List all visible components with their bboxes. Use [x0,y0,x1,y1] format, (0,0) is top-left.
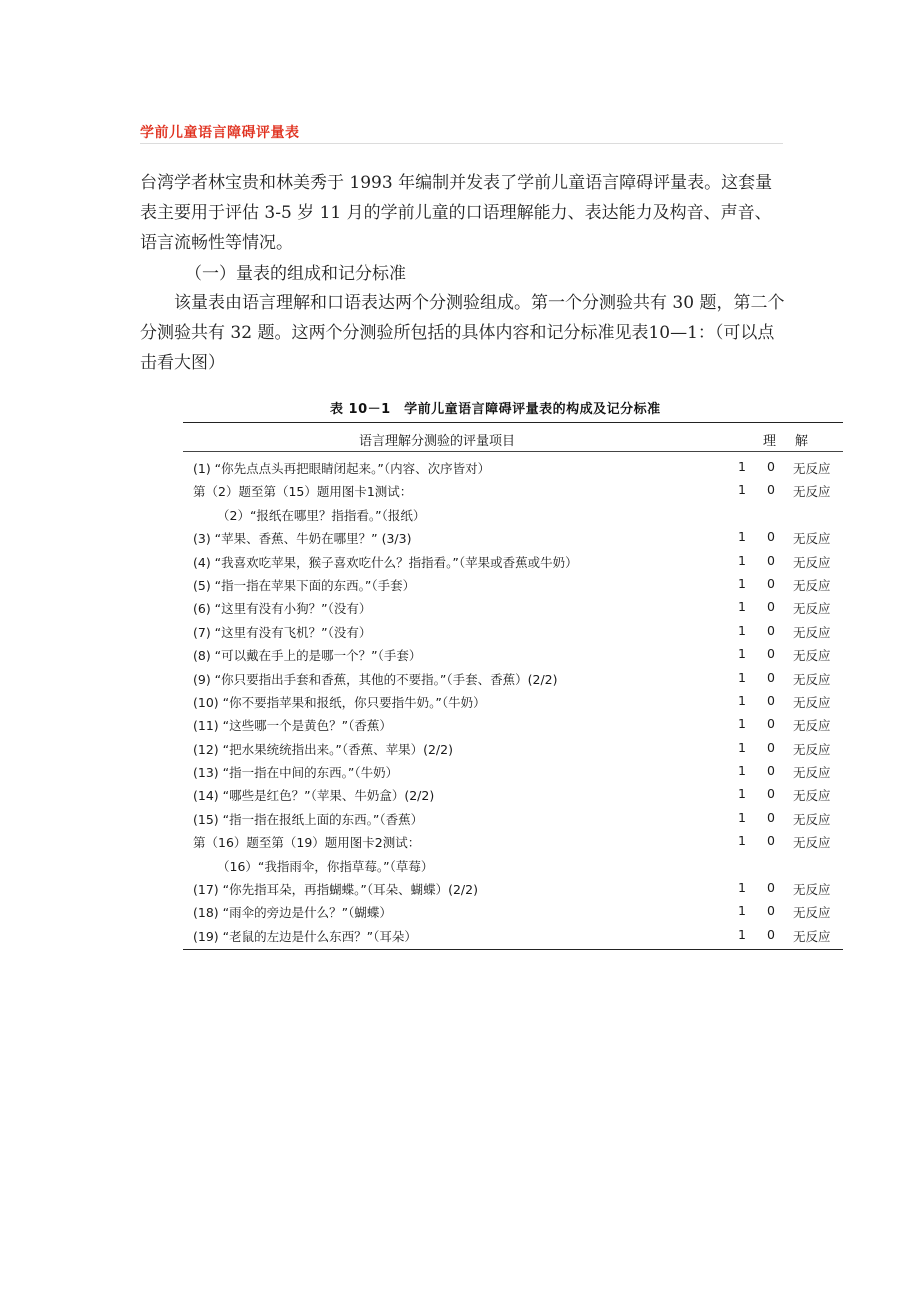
table-row [183,924,843,947]
row-response: 无反应 [793,741,831,757]
row-item: (17) “你先指耳朵，再指蝴蝶。”（耳朵、蝴蝶）(2/2) [193,882,478,898]
row-zero: 0 [767,716,775,732]
row-response: 无反应 [793,882,831,898]
row-item: (10) “你不要指苹果和报纸，你只要指牛奶。”（牛奶） [193,694,486,710]
row-item: (15) “指一指在报纸上面的东西。”（香蕉） [193,811,424,827]
scoring-table-image[interactable] [183,422,843,950]
table-row [183,620,843,643]
row-item: (9) “你只要指出手套和香蕉，其他的不要指。”（手套、香蕉）(2/2) [193,671,558,687]
row-item: (7) “这里有没有飞机？”（没有） [193,624,372,640]
body-paragraph: 该量表由语言理解和口语表达两个分测验组成。第一个分测验共有 30 题，第二个分测验共有 32 题。这两个分测验所包括的具体内容和记分标准见表10—1：（可以点击看大图） [140,293,785,373]
row-zero: 0 [767,599,775,615]
row-response: 无反应 [793,811,831,827]
row-zero: 0 [767,880,775,896]
row-score: 1 [738,692,746,708]
row-item: (12) “把水果统统指出来。”（香蕉、苹果）(2/2) [193,741,453,757]
row-score: 1 [738,833,746,849]
row-zero: 0 [767,552,775,568]
row-response: 无反应 [793,671,831,687]
row-response: 无反应 [793,694,831,710]
title-divider [140,143,783,144]
row-score: 1 [738,880,746,896]
row-item: (1) “你先点点头再把眼睛闭起来。”（内容、次序皆对） [193,461,491,476]
table-row [183,643,843,666]
row-zero: 0 [767,622,775,638]
header-note: 解 [795,434,809,449]
row-zero: 0 [767,786,775,802]
table-row [183,690,843,713]
table-row [183,526,843,549]
row-item: (14) “哪些是红色？”（苹果、牛奶盒）(2/2) [193,788,435,804]
row-response: 无反应 [793,554,831,570]
row-score: 1 [738,575,746,591]
table-row [183,900,843,923]
row-zero: 0 [767,692,775,708]
table-row [183,573,843,596]
table-row [183,807,843,830]
row-score: 1 [738,552,746,568]
table-bottom-rule [183,949,843,950]
intro-paragraph: 台湾学者林宝贵和林美秀于 1993 年编制并发表了学前儿童语言障碍评量表。这套量表主要用于评估 3-5 岁 11 月的学前儿童的口语理解能力、表达能力及构音、声音、语言流畅性等情况。 [140,173,773,253]
table-header [183,423,843,451]
row-zero: 0 [767,529,775,545]
row-response: 无反应 [793,928,831,944]
row-zero: 0 [767,763,775,779]
table-row [183,854,843,877]
row-response: 无反应 [793,718,831,734]
table-row [183,596,843,619]
row-score: 1 [738,716,746,732]
row-item: (3) “苹果、香蕉、牛奶在哪里？” (3/3) [193,531,412,547]
row-score: 1 [738,809,746,825]
row-response: 无反应 [793,577,831,593]
row-response: 无反应 [793,624,831,640]
row-item: (5) “指一指在苹果下面的东西。”（手套） [193,577,416,593]
table-caption[interactable]: 表 10－1 学前儿童语言障碍评量表的构成及记分标准 [330,402,661,417]
row-score: 1 [738,646,746,662]
row-score: 1 [738,926,746,942]
row-score: 1 [738,669,746,685]
row-response: 无反应 [793,835,831,851]
row-score: 1 [738,459,746,474]
row-zero: 0 [767,669,775,685]
row-item: (19) “老鼠的左边是什么东西？”（耳朵） [193,928,417,944]
row-score: 1 [738,622,746,638]
header-score: 理 [763,434,777,449]
row-response: 无反应 [793,484,831,500]
row-item: (11) “这些哪一个是黄色？”（香蕉） [193,718,392,734]
table-row [183,479,843,502]
table-body [183,452,843,947]
header-item: 语言理解分测验的评量项目 [359,434,516,449]
row-score: 1 [738,786,746,802]
row-item: (18) “雨伞的旁边是什么？”（蝴蝶） [193,905,392,921]
row-item: （16）“我指雨伞，你指草莓。”（草莓） [217,858,434,874]
row-zero: 0 [767,809,775,825]
row-response: 无反应 [793,905,831,921]
row-item: （2）“报纸在哪里？指指看。”（报纸） [217,507,426,523]
page-title: 学前儿童语言障碍评量表 [140,125,300,141]
row-item: 第（16）题至第（19）题用图卡2测试： [193,835,421,851]
row-item: (4) “我喜欢吃苹果，猴子喜欢吃什么？指指看。”（苹果或香蕉或牛奶） [193,554,578,570]
row-response: 无反应 [793,461,831,476]
table-row [183,550,843,573]
table-row [183,760,843,783]
row-item: (8) “可以戴在手上的是哪一个？”（手套） [193,648,422,664]
table-row [183,783,843,806]
row-response: 无反应 [793,765,831,781]
table-row [183,830,843,853]
table-row [183,737,843,760]
row-score: 1 [738,529,746,545]
row-score: 1 [738,739,746,755]
row-item: (13) “指一指在中间的东西。”（牛奶） [193,765,399,781]
row-zero: 0 [767,575,775,591]
section-heading: （一）量表的组成和记分标准 [185,264,406,284]
row-item: (6) “这里有没有小狗？”（没有） [193,601,372,617]
row-zero: 0 [767,903,775,919]
row-score: 1 [738,482,746,498]
row-response: 无反应 [793,788,831,804]
table-row [183,503,843,526]
row-zero: 0 [767,646,775,662]
row-response: 无反应 [793,531,831,547]
row-zero: 0 [767,482,775,498]
row-zero: 0 [767,926,775,942]
table-row [183,713,843,736]
row-zero: 0 [767,739,775,755]
row-score: 1 [738,903,746,919]
row-item: 第（2）题至第（15）题用图卡1测试： [193,484,413,500]
row-score: 1 [738,599,746,615]
row-score: 1 [738,763,746,779]
row-response: 无反应 [793,601,831,617]
table-row [183,667,843,690]
table-row [183,877,843,900]
row-response: 无反应 [793,648,831,664]
row-zero: 0 [767,459,775,474]
table-row [183,456,843,479]
row-zero: 0 [767,833,775,849]
